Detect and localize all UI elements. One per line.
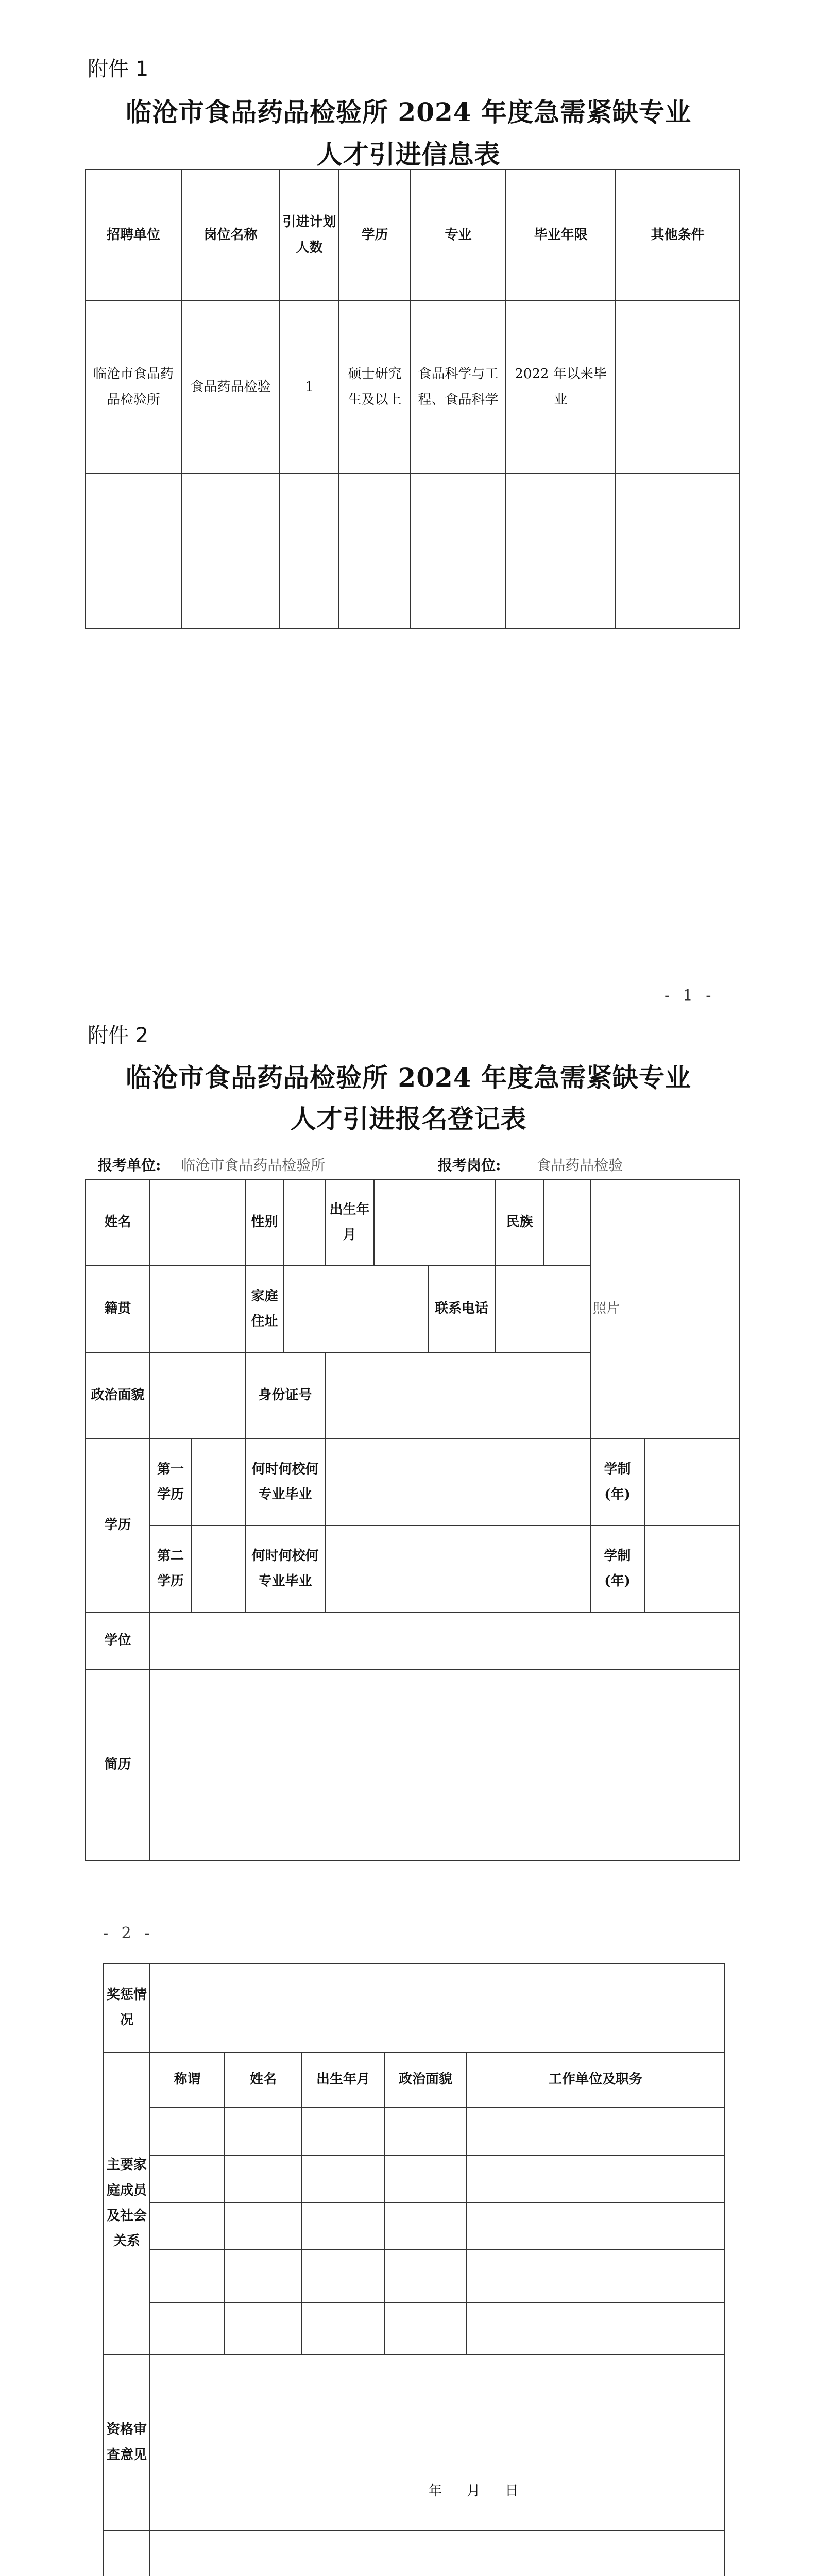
label-gender: 性别 bbox=[245, 1179, 284, 1266]
cell-grad-year: 2022 年以来毕业 bbox=[506, 301, 616, 473]
header-post: 岗位名称 bbox=[181, 170, 280, 301]
registration-form-table bbox=[85, 1179, 740, 1861]
apply-post-value: 食品药品检验 bbox=[536, 1157, 623, 1174]
label-political: 政治面貌 bbox=[86, 1352, 150, 1439]
field-phone[interactable] bbox=[495, 1266, 590, 1352]
field-birth[interactable] bbox=[374, 1179, 495, 1266]
label-resume: 简历 bbox=[86, 1670, 150, 1860]
header-unit: 招聘单位 bbox=[86, 170, 181, 301]
field-name[interactable] bbox=[150, 1179, 245, 1266]
apply-unit bbox=[98, 1154, 325, 1175]
family-header-work: 工作单位及职务 bbox=[467, 2052, 724, 2108]
form-title-line1: 临沧市食品药品检验所 2024 年度急需紧缺专业 bbox=[126, 1062, 691, 1093]
field-second-edu[interactable] bbox=[191, 1526, 245, 1612]
label-degree: 学位 bbox=[86, 1612, 150, 1670]
header-grad-year: 毕业年限 bbox=[506, 170, 616, 301]
apply-post bbox=[438, 1154, 623, 1175]
label-address: 家庭住址 bbox=[245, 1266, 284, 1352]
field-native[interactable] bbox=[150, 1266, 245, 1352]
label-promise bbox=[104, 2530, 150, 2576]
cell-education: 硕士研究生及以上 bbox=[339, 301, 411, 473]
registration-form-continued-table bbox=[103, 1963, 725, 2576]
family-header-name: 姓名 bbox=[225, 2052, 302, 2108]
cell-other bbox=[616, 301, 740, 473]
field-promise[interactable] bbox=[150, 2530, 724, 2576]
label-first-edu: 第一学历 bbox=[150, 1439, 191, 1526]
cell-post: 食品药品检验 bbox=[181, 301, 280, 473]
apply-unit-label: 报考单位: bbox=[98, 1157, 161, 1174]
page-number-2: - 2 - bbox=[103, 1924, 154, 1942]
header-major: 专业 bbox=[411, 170, 506, 301]
table-row bbox=[104, 2202, 724, 2250]
label-native: 籍贯 bbox=[86, 1266, 150, 1352]
table-row bbox=[86, 301, 740, 473]
form-title-line1: 临沧市食品药品检验所 2024 年度急需紧缺专业 bbox=[126, 97, 691, 127]
family-header-birth: 出生年月 bbox=[302, 2052, 384, 2108]
field-gender[interactable] bbox=[284, 1179, 325, 1266]
field-review[interactable] bbox=[150, 2355, 724, 2530]
attachment-label-1: 附件 1 bbox=[88, 57, 149, 81]
family-header-political: 政治面貌 bbox=[384, 2052, 467, 2108]
header-other: 其他条件 bbox=[616, 170, 740, 301]
form-title-line2: 人才引进信息表 bbox=[316, 139, 501, 170]
label-family: 主要家庭成员及社会关系 bbox=[104, 2052, 150, 2355]
label-name: 姓名 bbox=[86, 1179, 150, 1266]
label-grad-when-2: 何时何校何专业毕业 bbox=[245, 1526, 325, 1612]
apply-post-label: 报考岗位: bbox=[438, 1157, 501, 1174]
label-education: 学历 bbox=[86, 1439, 150, 1612]
field-political[interactable] bbox=[150, 1352, 245, 1439]
cell-unit: 临沧市食品药品检验所 bbox=[86, 301, 181, 473]
apply-unit-value: 临沧市食品药品检验所 bbox=[181, 1157, 326, 1174]
field-duration-2[interactable] bbox=[644, 1526, 740, 1612]
table-header-row bbox=[86, 170, 740, 301]
label-duration-2: 学制(年) bbox=[590, 1526, 644, 1612]
label-duration-1: 学制(年) bbox=[590, 1439, 644, 1526]
field-duration-1[interactable] bbox=[644, 1439, 740, 1526]
label-phone: 联系电话 bbox=[428, 1266, 495, 1352]
field-degree[interactable] bbox=[150, 1612, 740, 1670]
label-idcard: 身份证号 bbox=[245, 1352, 325, 1439]
cell-count: 1 bbox=[280, 301, 339, 473]
label-ethnicity: 民族 bbox=[495, 1179, 544, 1266]
page-number-1: - 1 - bbox=[665, 987, 716, 1005]
label-awards: 奖惩情况 bbox=[104, 1963, 150, 2052]
field-first-edu[interactable] bbox=[191, 1439, 245, 1526]
header-education: 学历 bbox=[339, 170, 411, 301]
header-count: 引进计划人数 bbox=[280, 170, 339, 301]
cell-major: 食品科学与工程、食品科学 bbox=[411, 301, 506, 473]
field-address[interactable] bbox=[284, 1266, 428, 1352]
family-header-title: 称谓 bbox=[150, 2052, 225, 2108]
field-grad-when-2[interactable] bbox=[325, 1526, 590, 1612]
field-idcard[interactable] bbox=[325, 1352, 590, 1439]
field-ethnicity[interactable] bbox=[544, 1179, 590, 1266]
photo-box: 照片 bbox=[590, 1179, 740, 1439]
table-row bbox=[104, 2108, 724, 2155]
form-title-line2: 人才引进报名登记表 bbox=[290, 1104, 527, 1134]
recruitment-info-table bbox=[85, 169, 740, 629]
label-grad-when-1: 何时何校何专业毕业 bbox=[245, 1439, 325, 1526]
label-second-edu: 第二学历 bbox=[150, 1526, 191, 1612]
review-date: 年 月 日 bbox=[429, 2483, 529, 2499]
attachment-label-2: 附件 2 bbox=[88, 1024, 149, 1047]
table-row bbox=[104, 2155, 724, 2202]
field-grad-when-1[interactable] bbox=[325, 1439, 590, 1526]
table-row-empty bbox=[86, 473, 740, 628]
label-birth: 出生年月 bbox=[325, 1179, 374, 1266]
label-review: 资格审查意见 bbox=[104, 2355, 150, 2530]
field-awards[interactable] bbox=[150, 1963, 724, 2052]
table-row bbox=[104, 2250, 724, 2302]
field-resume[interactable] bbox=[150, 1670, 740, 1860]
table-row bbox=[104, 2302, 724, 2355]
